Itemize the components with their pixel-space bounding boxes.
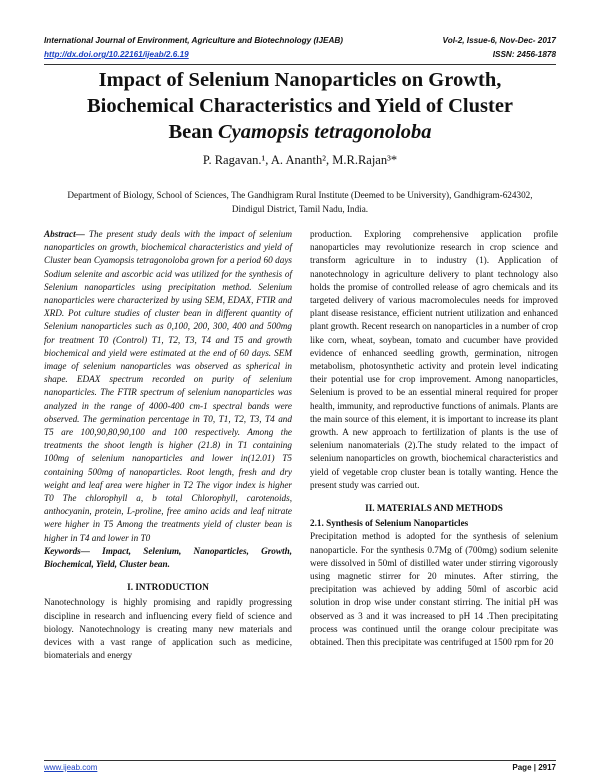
intro-continued-text: production. Exploring comprehensive application profile nanoparticles may revolutionize research in crop science and transform agriculture in to industry (1). Application of nanotechnology in agriculture delivery to plant technology also holds the promise of controlled release of agro chemicals and its targeted delivery of various macromolecules needs for improved plant disease resistance, efficient nutrient utilization and enhanced plant growth. Recent research on nanoparticles in a number of crop like corn, wheat, soybean, tomato and cucumber have provided evidence of enhanced seedling growth, germination, nitrogen metabolism, photosynthetic activity and protein level indicating their potential use for crop improvement. Among nanoparticles, Selenium is proved to be an essential mineral required for proper health, immunity, and reproductive functions of animals. Plants are the main source of this element, it is important to increase its plant growth. A new approach to fertilization of plants is the use of selenium nanomaterials (2).The study related to the impact of selenium nanoparticles on growth, biochemical characteristics and yield of vegetable crop cluster bean is totally wanting. Hence the present study was carried out. [310, 229, 558, 490]
title-line-3-plain: Bean [168, 121, 218, 143]
keywords-label: Keywords— [44, 545, 90, 556]
title-line-2: Biochemical Characteristics and Yield of Cluster [86, 95, 514, 117]
paper-title [40, 67, 560, 145]
footer-divider [44, 760, 556, 761]
affiliation [44, 188, 556, 216]
abstract-text: The present study deals with the impact of selenium nanoparticles on growth, biochemical characteristics and yield of Cluster bean Cyamopsis tetragonoloba grown for a period 60 days Sodium selenite and ascorbic acid was utilized for the synthesis of Selenium nanoparticles using precipitation method. Selenium nanoparticles were characterized by using SEM, EDAX, FTIR and XRD. Pot culture studies of cluster bean in different quantity of Selenium nanoparticles such as 0,100, 200, 300, 400 and 500mg for treatment T0 (Control) T1, T2, T3, T4 and T5 and growth biochemical and yield were estimated at the end of 60 days. SEM image of selenium nanoparticles was observed as spherical in shape. EDAX spectrum recorded on purity of selenium nanoparticles. The FTIR spectrum of selenium nanoparticles was analyzed in the range of 4000-400 cm-1 spectral bands were observed. The germination percentage in T0, T1, T2, T3, T4 and T5 are 100,90,80,90,100 and 100 respectively. Among the treatments the shoot length is higher (21.8) in T1 containing 100mg of selenium nanoparticles and lower in(12.01) T5 containing 500mg of nanoparticles. Root length, fresh and dry weight and leaf area were higher in T2 The vigor index is higher T0 The chlorophyll a, b total Chlorophyll, carotenoids, anthocyanin, protein, L-proline, free amino acids and leaf nitrate were higher in T5 Among the treatments yield of cluster bean is higher in T4 and lower in T0 [44, 229, 292, 543]
abstract [44, 228, 292, 545]
title-line-3 [40, 119, 560, 145]
affiliation-line-1: Department of Biology, School of Sciences, The Gandhigram Rural Institute (Deemed to be University), Gandhigram-624302, [67, 190, 533, 200]
journal-name: International Journal of Environment, Agriculture and Biotechnology (IJEAB) [44, 36, 344, 45]
abstract-label: Abstract— [44, 229, 85, 239]
methods-subheading: 2.1. Synthesis of Selenium Nanoparticles [310, 518, 469, 529]
volume-info: Vol-2, Issue-6, Nov-Dec- 2017 [442, 36, 556, 45]
intro-text: Nanotechnology is highly promising and rapidly progressing discipline in research and influencing every field of science and biology. Nanotechnology is creating many new materials and devices with a vast range of application such as medicine, biomaterials and energy [44, 597, 292, 661]
doi-link[interactable]: http://dx.doi.org/10.22161/ijeab/2.6.19 [44, 50, 189, 59]
title-line-1: Impact of Selenium Nanoparticles on Growth, [98, 69, 502, 91]
header-divider [44, 64, 556, 65]
title-species: Cyamopsis tetragonoloba [218, 121, 432, 143]
right-column [310, 228, 558, 649]
affiliation-line-2: Dindigul District, Tamil Nadu, India. [231, 204, 369, 214]
intro-heading: I. INTRODUCTION [127, 582, 209, 593]
page-number: Page | 2917 [512, 763, 556, 772]
left-column [44, 228, 292, 663]
methods-text: Precipitation method is adopted for the synthesis of selenium nanoparticle. For the synthesis 0.7Mg of (700mg) sodium selenite were dissolved in 50ml of distilled water under stirring vigorously using magnetic stirrer for 20 minutes. After stirring, the precipitation was achieved by adding 50ml of ascorbic acid solution in drop wise under constant stirring. The initial pH was observed as 3 and it was increased to pH 14 .Then precipitating process was continued until the orange colour precipitate was obtained. Then this precipitate was centrifuged at 1500 rpm for 20 [310, 531, 558, 648]
keywords [44, 545, 292, 571]
methods-heading: II. MATERIALS AND METHODS [365, 503, 503, 514]
issn: ISSN: 2456-1878 [492, 50, 556, 59]
website-link[interactable]: www.ijeab.com [44, 763, 98, 772]
keywords-text: Impact, Selenium, Nanoparticles, Growth, Biochemical, Yield, Cluster bean. [44, 545, 292, 570]
author-list: P. Ragavan.¹, A. Ananth², M.R.Rajan³* [202, 153, 398, 167]
